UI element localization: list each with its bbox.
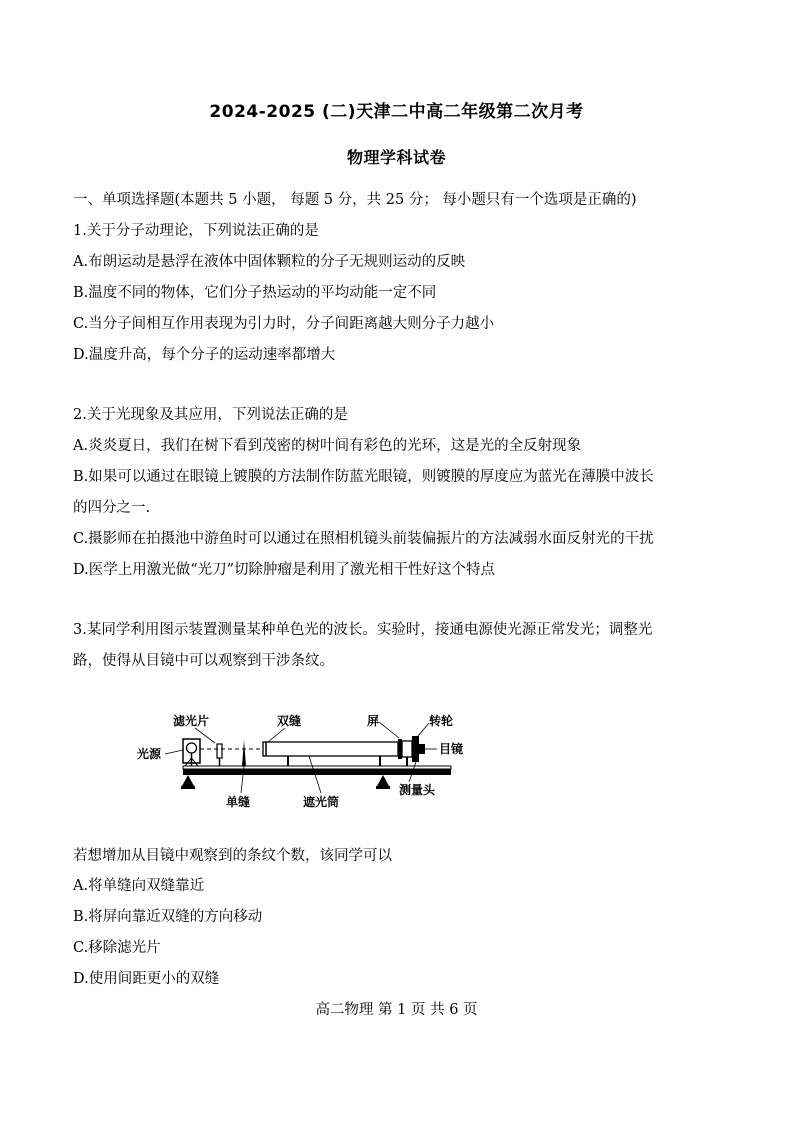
eyepiece xyxy=(419,744,425,754)
q1-option-b: B.温度不同的物体，它们分子热运动的平均动能一定不同 xyxy=(73,285,437,301)
q3-stem-line2: 路，使得从目镜中可以观察到干涉条纹。 xyxy=(73,653,334,669)
label-light-source: 光源 xyxy=(137,747,162,761)
q3-question: 若想增加从目镜中观察到的条纹个数，该同学可以 xyxy=(73,848,392,864)
q2-option-c: C.摄影师在拍摄池中游鱼时可以通过在照相机镜头前装偏振片的方法减弱水面反射光的干扰 xyxy=(73,531,654,547)
label-measuring-head: 测量头 xyxy=(399,783,436,797)
interference-apparatus-diagram xyxy=(135,706,475,811)
label-double-slit: 双缝 xyxy=(277,714,302,728)
label-single-slit: 单缝 xyxy=(226,795,251,809)
q2-option-b-cont: 的四分之一. xyxy=(73,500,151,516)
measuring-head xyxy=(402,741,412,757)
q3-option-d: D.使用间距更小的双缝 xyxy=(73,971,220,987)
label-screen: 屏 xyxy=(367,714,380,728)
q3-option-c: C.移除滤光片 xyxy=(73,940,161,956)
q1-option-d: D.温度升高，每个分子的运动速率都增大 xyxy=(73,347,336,363)
light-hood xyxy=(263,742,398,756)
q3-stem-line1: 3.某同学利用图示装置测量某种单色光的波长。实验时，接通电源使光源正常发光；调整光 xyxy=(73,622,653,638)
lamp-bulb-icon xyxy=(187,743,197,753)
q2-option-a: A.炎炎夏日，我们在树下看到茂密的树叶间有彩色的光环，这是光的全反射现象 xyxy=(73,438,582,454)
single-slit xyxy=(242,740,246,766)
label-light-hood: 遮光筒 xyxy=(303,795,340,809)
q2-option-b: B.如果可以通过在眼镜上镀膜的方法制作防蓝光眼镜，则镀膜的厚度应为蓝光在薄膜中波长 xyxy=(73,469,654,485)
q1-stem: 1.关于分子动理论，下列说法正确的是 xyxy=(73,223,319,239)
page-footer: 高二物理 第 1 页 共 6 页 xyxy=(315,1002,478,1018)
bench-foot-left xyxy=(182,775,194,786)
bench-foot-right xyxy=(377,775,389,786)
filter xyxy=(217,744,222,758)
q1-option-c: C.当分子间相互作用表现为引力时，分子间距离越大则分子力越小 xyxy=(73,316,495,332)
q2-option-d: D.医学上用激光做“光刀”切除肿瘤是利用了激光相干性好这个特点 xyxy=(73,562,496,578)
q2-stem: 2.关于光现象及其应用，下列说法正确的是 xyxy=(73,407,348,423)
exam-title: 2024-2025 (二)天津二中高二年级第二次月考 xyxy=(209,102,584,122)
q3-option-b: B.将屏向靠近双缝的方向移动 xyxy=(73,909,263,925)
section-heading: 一、单项选择题(本题共 5 小题， 每题 5 分，共 25 分； 每小题只有一个选项是正确的) xyxy=(73,192,637,208)
q3-option-a: A.将单缝向双缝靠近 xyxy=(73,878,205,894)
label-eyepiece: 目镜 xyxy=(439,742,464,756)
q1-option-a: A.布朗运动是悬浮在液体中固体颗粒的分子无规则运动的反映 xyxy=(73,254,466,270)
turn-wheel xyxy=(412,736,419,762)
optical-bench xyxy=(183,769,451,775)
exam-subtitle: 物理学科试卷 xyxy=(346,148,446,167)
label-filter: 滤光片 xyxy=(173,714,210,728)
label-turn-wheel: 转轮 xyxy=(429,714,454,728)
